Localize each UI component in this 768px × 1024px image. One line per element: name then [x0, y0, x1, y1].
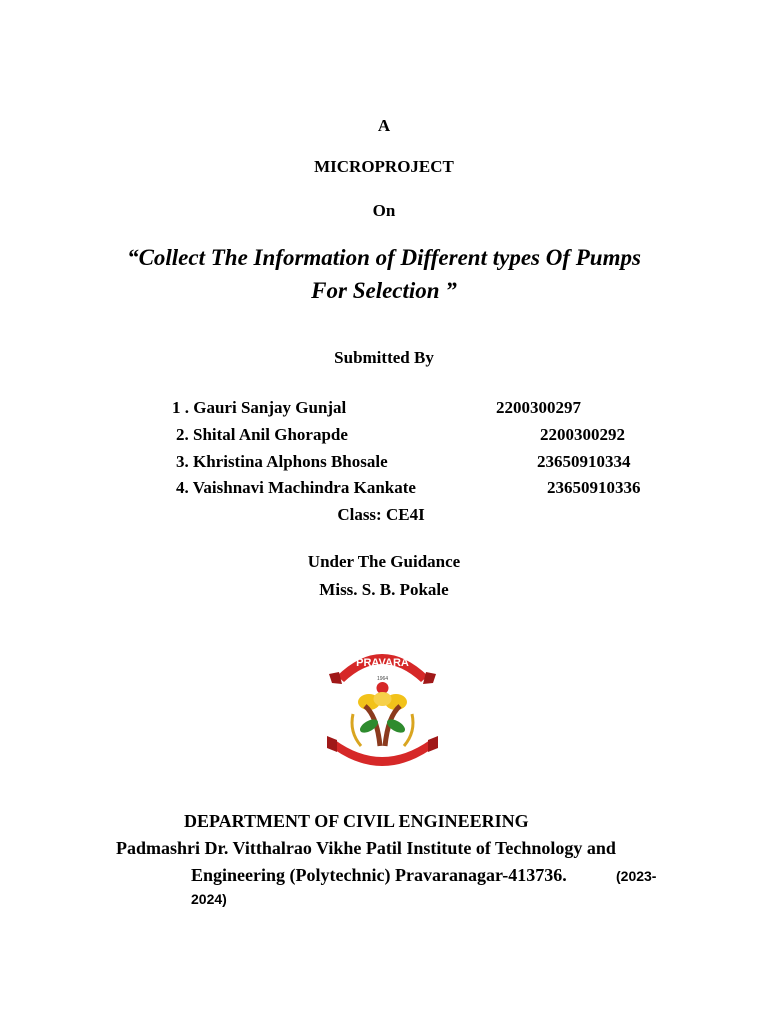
heading-a: A — [377, 116, 391, 135]
department-name: DEPARTMENT OF CIVIL ENGINEERING — [184, 811, 529, 831]
academic-year-part1: (2023- — [616, 868, 657, 884]
heading-microproject: MICROPROJECT — [314, 157, 454, 176]
member-id: 2200300292 — [540, 425, 625, 444]
academic-year-part2: 2024) — [191, 891, 227, 907]
member-id: 23650910334 — [537, 452, 631, 471]
member-id: 23650910336 — [547, 478, 641, 497]
member-name: 4. Vaishnavi Machindra Kankate — [176, 478, 416, 497]
member-name: 3. Khristina Alphons Bhosale — [176, 452, 388, 471]
institute-name-line2: Engineering (Polytechnic) Pravaranagar-413736. — [191, 865, 567, 885]
member-name: 2. Shital Anil Ghorapde — [176, 425, 348, 444]
guidance-heading: Under The Guidance — [307, 552, 461, 571]
logo-bottom-ribbon — [335, 740, 430, 766]
heading-on: On — [372, 201, 396, 220]
institute-logo — [325, 636, 440, 771]
logo-year-text: 1964 — [376, 676, 389, 682]
institute-name-line1: Padmashri Dr. Vitthalrao Vikhe Patil Institute of Technology and — [116, 838, 616, 858]
guide-name: Miss. S. B. Pokale — [319, 580, 449, 599]
submitted-by-heading: Submitted By — [334, 348, 434, 367]
member-id: 2200300297 — [496, 398, 581, 417]
member-name: 1 . Gauri Sanjay Gunjal — [172, 398, 347, 417]
project-title-line1: “Collect The Information of Different types Of Pumps — [127, 245, 641, 270]
logo-banner-text: PRAVARA — [356, 657, 409, 669]
project-title-line2: For Selection ” — [311, 278, 457, 303]
class-line: Class: CE4I — [337, 505, 425, 524]
